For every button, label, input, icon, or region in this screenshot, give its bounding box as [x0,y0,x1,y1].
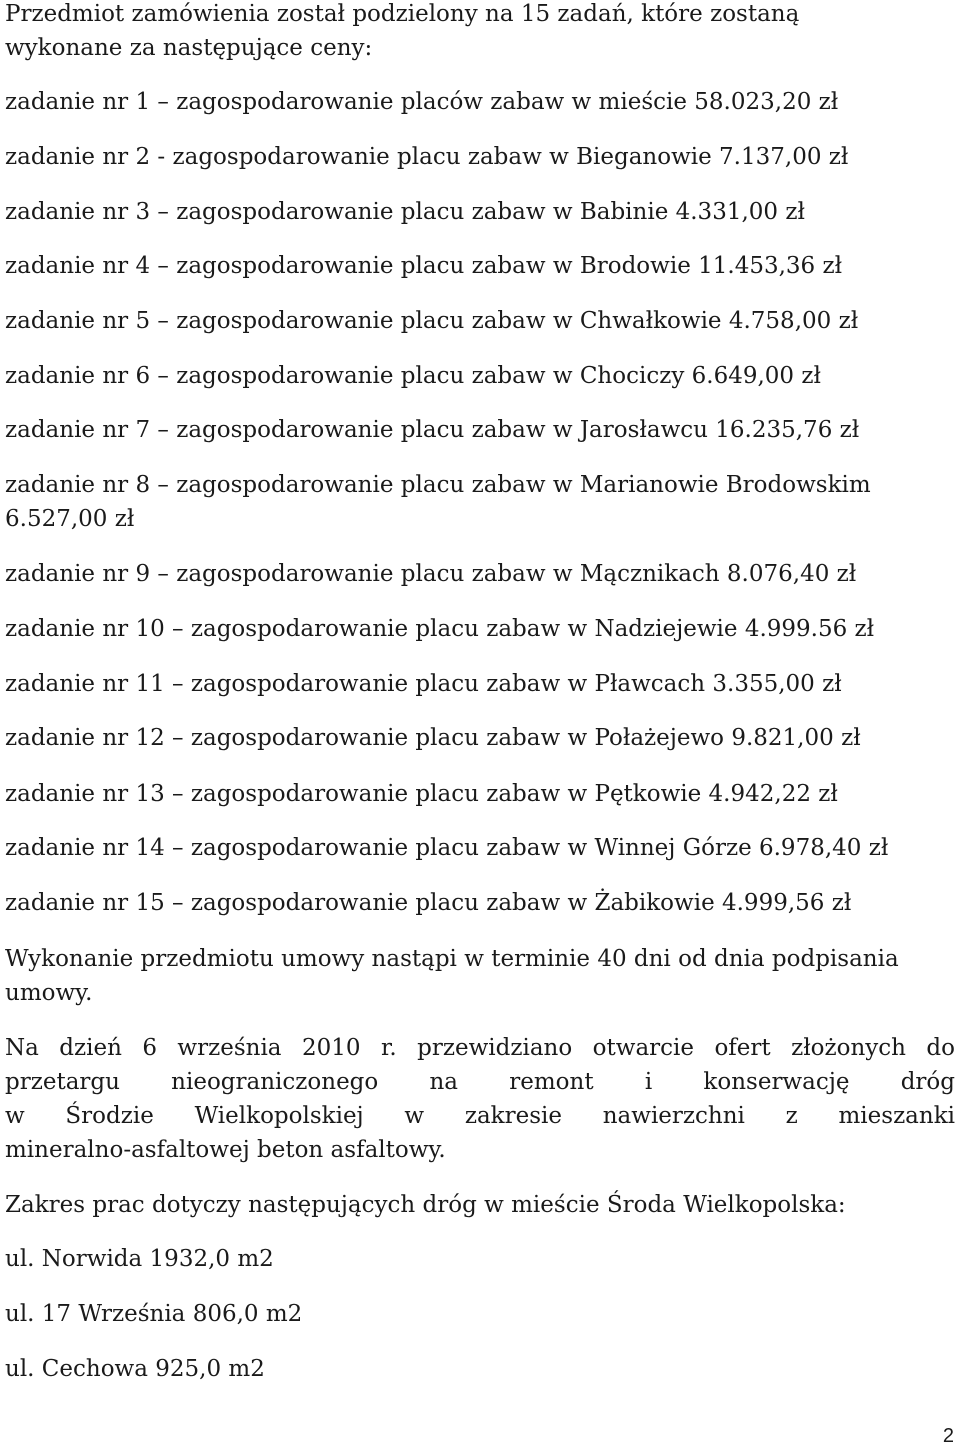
task-2: zadanie nr 2 - zagospodarowanie placu zabaw w Bieganowie 7.137,00 zł [5,144,849,170]
task-9: zadanie nr 9 – zagospodarowanie placu zabaw w Mącznikach 8.076,40 zł [5,561,857,587]
task-8-price: 6.527,00 zł [5,506,135,532]
completion-line-2: umowy. [5,980,93,1006]
tender-line-3: w Środzie Wielkopolskiej w zakresie nawierzchni z mieszanki [5,1103,955,1129]
task-3: zadanie nr 3 – zagospodarowanie placu zabaw w Babinie 4.331,00 zł [5,199,805,225]
tender-line-4: mineralno-asfaltowej beton asfaltowy. [5,1137,446,1163]
task-11: zadanie nr 11 – zagospodarowanie placu zabaw w Pławcach 3.355,00 zł [5,671,842,697]
task-4: zadanie nr 4 – zagospodarowanie placu zabaw w Brodowie 11.453,36 zł [5,253,843,279]
street-2: ul. 17 Września 806,0 m2 [5,1301,303,1327]
tender-line-1: Na dzień 6 września 2010 r. przewidziano otwarcie ofert złożonych do [5,1035,955,1061]
task-1: zadanie nr 1 – zagospodarowanie placów zabaw w mieście 58.023,20 zł [5,89,839,115]
task-14: zadanie nr 14 – zagospodarowanie placu zabaw w Winnej Górze 6.978,40 zł [5,835,889,861]
task-6: zadanie nr 6 – zagospodarowanie placu zabaw w Chociczy 6.649,00 zł [5,363,821,389]
completion-line-1: Wykonanie przedmiotu umowy nastąpi w terminie 40 dni od dnia podpisania [5,946,899,972]
scope-heading: Zakres prac dotyczy następujących dróg w mieście Środa Wielkopolska: [5,1192,846,1218]
tender-line-2: przetargu nieograniczonego na remont i konserwację dróg [5,1069,955,1095]
intro-line-1: Przedmiot zamówienia został podzielony na 15 zadań, które zostaną [5,1,800,27]
task-8: zadanie nr 8 – zagospodarowanie placu zabaw w Marianowie Brodowskim [5,472,871,498]
street-3: ul. Cechowa 925,0 m2 [5,1356,265,1382]
task-10: zadanie nr 10 – zagospodarowanie placu zabaw w Nadziejewie 4.999.56 zł [5,616,875,642]
street-1: ul. Norwida 1932,0 m2 [5,1246,274,1272]
intro-line-2: wykonane za następujące ceny: [5,35,373,61]
page-number: 2 [942,1425,954,1447]
task-12: zadanie nr 12 – zagospodarowanie placu zabaw w Połażejewo 9.821,00 zł [5,725,861,751]
task-5: zadanie nr 5 – zagospodarowanie placu zabaw w Chwałkowie 4.758,00 zł [5,308,859,334]
task-13: zadanie nr 13 – zagospodarowanie placu zabaw w Pętkowie 4.942,22 zł [5,781,838,807]
task-7: zadanie nr 7 – zagospodarowanie placu zabaw w Jarosławcu 16.235,76 zł [5,417,860,443]
task-15: zadanie nr 15 – zagospodarowanie placu zabaw w Żabikowie 4.999,56 zł [5,890,852,916]
